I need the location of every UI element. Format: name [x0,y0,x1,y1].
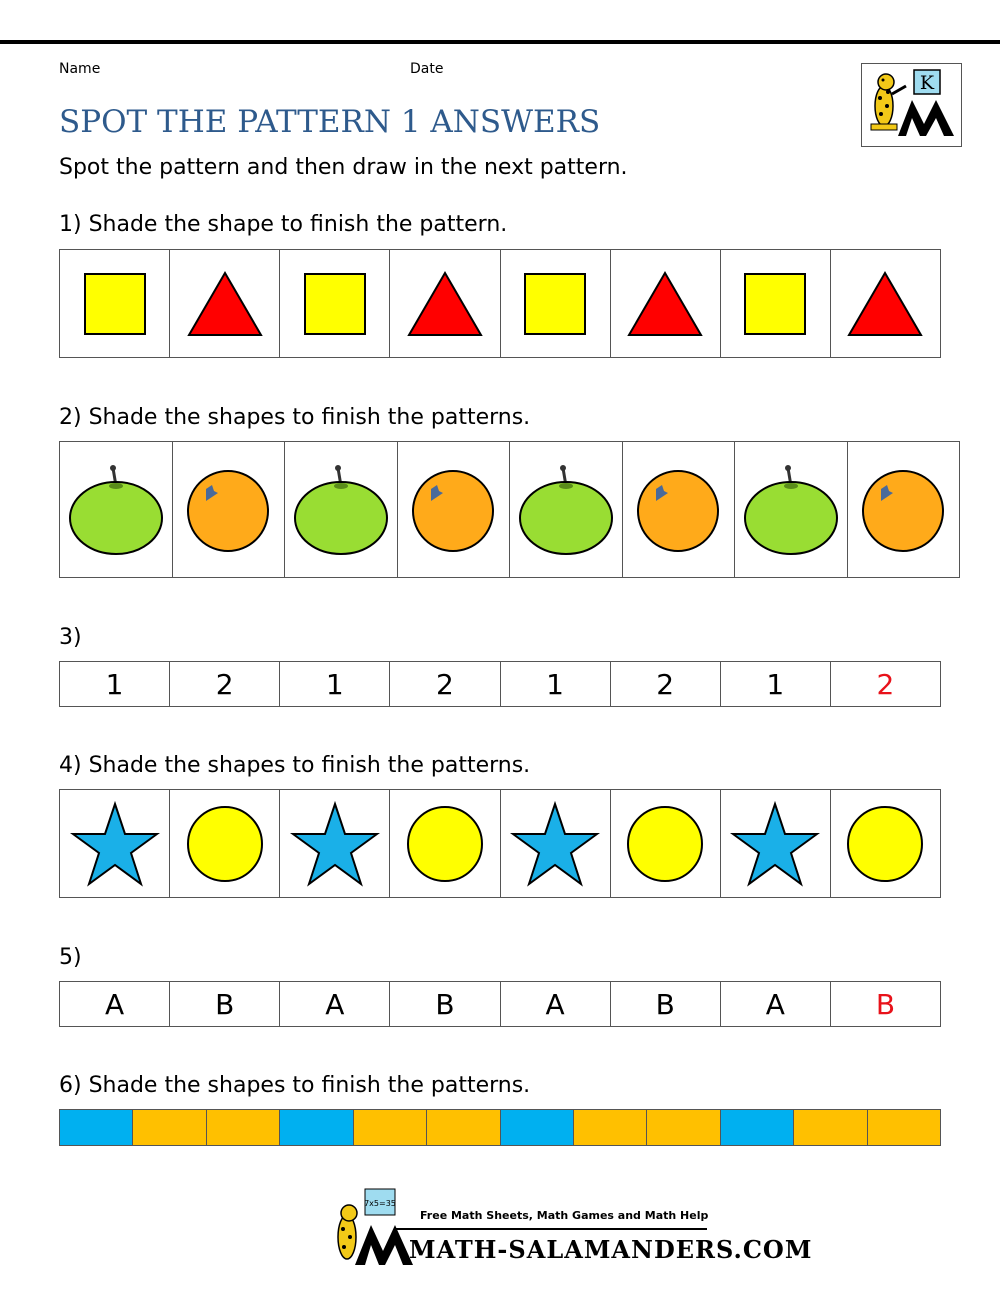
color-pattern-bar [59,1109,941,1146]
apple-icon [516,462,616,558]
footer-divider [395,1228,707,1230]
cell [510,442,623,577]
square-icon [83,272,147,336]
number-cell: 2 [390,662,500,706]
cell [501,250,611,357]
cell [170,250,280,357]
cell [721,250,831,357]
orange-icon [409,467,497,553]
answer-cell: 2 [876,667,895,701]
cell [398,442,511,577]
cell [611,790,721,897]
triangle-icon [846,270,924,338]
orange-segment [574,1110,647,1145]
question-3-label: 3) [59,625,82,650]
question-5-row [59,981,941,1027]
circle-icon [845,804,925,884]
letter-cell: B [170,982,280,1026]
cell [721,790,831,897]
star-icon [510,801,600,887]
answer-cell: B [875,987,896,1021]
blue-segment [280,1110,353,1145]
question-6-label: 6) Shade the shapes to finish the patterns. [59,1073,531,1098]
orange-icon [184,467,272,553]
blue-segment [60,1110,133,1145]
cell [60,442,173,577]
apple-icon [291,462,391,558]
orange-segment [647,1110,720,1145]
footer-badge: 7x5=35 [364,1199,396,1208]
letter-cell: B [611,982,721,1026]
orange-icon [859,467,947,553]
apple-icon [741,462,841,558]
question-2-row [59,441,960,578]
cell [280,790,390,897]
question-4-row [59,789,941,898]
orange-segment [868,1110,940,1145]
orange-segment [427,1110,500,1145]
orange-icon [634,467,722,553]
blue-segment [501,1110,574,1145]
circle-icon [625,804,705,884]
cell [60,790,170,897]
apple-icon [66,462,166,558]
letter-cell: A [60,982,170,1026]
letter-cell: A [721,982,831,1026]
orange-segment [354,1110,427,1145]
cell [173,442,286,577]
date-label: Date [410,61,444,77]
footer-logo [325,1185,813,1270]
circle-icon [405,804,485,884]
star-icon [290,801,380,887]
square-icon [303,272,367,336]
cell [170,790,280,897]
square-icon [743,272,807,336]
footer-tagline: Free Math Sheets, Math Games and Math Help [420,1209,709,1222]
letter-cell: A [280,982,390,1026]
cell [285,442,398,577]
triangle-icon [406,270,484,338]
orange-segment [794,1110,867,1145]
number-cell: 1 [280,662,390,706]
question-5-label: 5) [59,945,82,970]
page-title: SPOT THE PATTERN 1 ANSWERS [59,104,601,140]
letter-cell: A [501,982,611,1026]
cell [501,790,611,897]
number-cell: 1 [501,662,611,706]
cell [60,250,170,357]
cell [848,442,960,577]
cell [623,442,736,577]
number-cell: 1 [60,662,170,706]
cell [735,442,848,577]
letter-cell: B [390,982,500,1026]
cell [831,790,940,897]
footer-site-name: MATH-SALAMANDERS.COM [409,1235,813,1264]
triangle-icon [186,270,264,338]
question-2-label: 2) Shade the shapes to finish the patterns. [59,405,531,430]
square-icon [523,272,587,336]
logo-badge-letter: K [919,72,935,94]
top-rule [0,40,1000,44]
name-label: Name [59,61,101,77]
number-cell: 2 [611,662,721,706]
blue-segment [721,1110,794,1145]
orange-segment [207,1110,280,1145]
math-salamanders-logo [861,63,962,147]
cell [831,250,940,357]
question-4-label: 4) Shade the shapes to finish the patterns. [59,753,531,778]
cell [390,790,500,897]
question-1-row [59,249,941,358]
instructions: Spot the pattern and then draw in the next pattern. [59,155,628,180]
orange-segment [133,1110,206,1145]
number-cell: 2 [170,662,280,706]
star-icon [730,801,820,887]
question-1-label: 1) Shade the shape to finish the pattern. [59,212,508,237]
cell [611,250,721,357]
cell [390,250,500,357]
question-3-row [59,661,941,707]
cell [280,250,390,357]
triangle-icon [626,270,704,338]
circle-icon [185,804,265,884]
number-cell: 1 [721,662,831,706]
star-icon [70,801,160,887]
